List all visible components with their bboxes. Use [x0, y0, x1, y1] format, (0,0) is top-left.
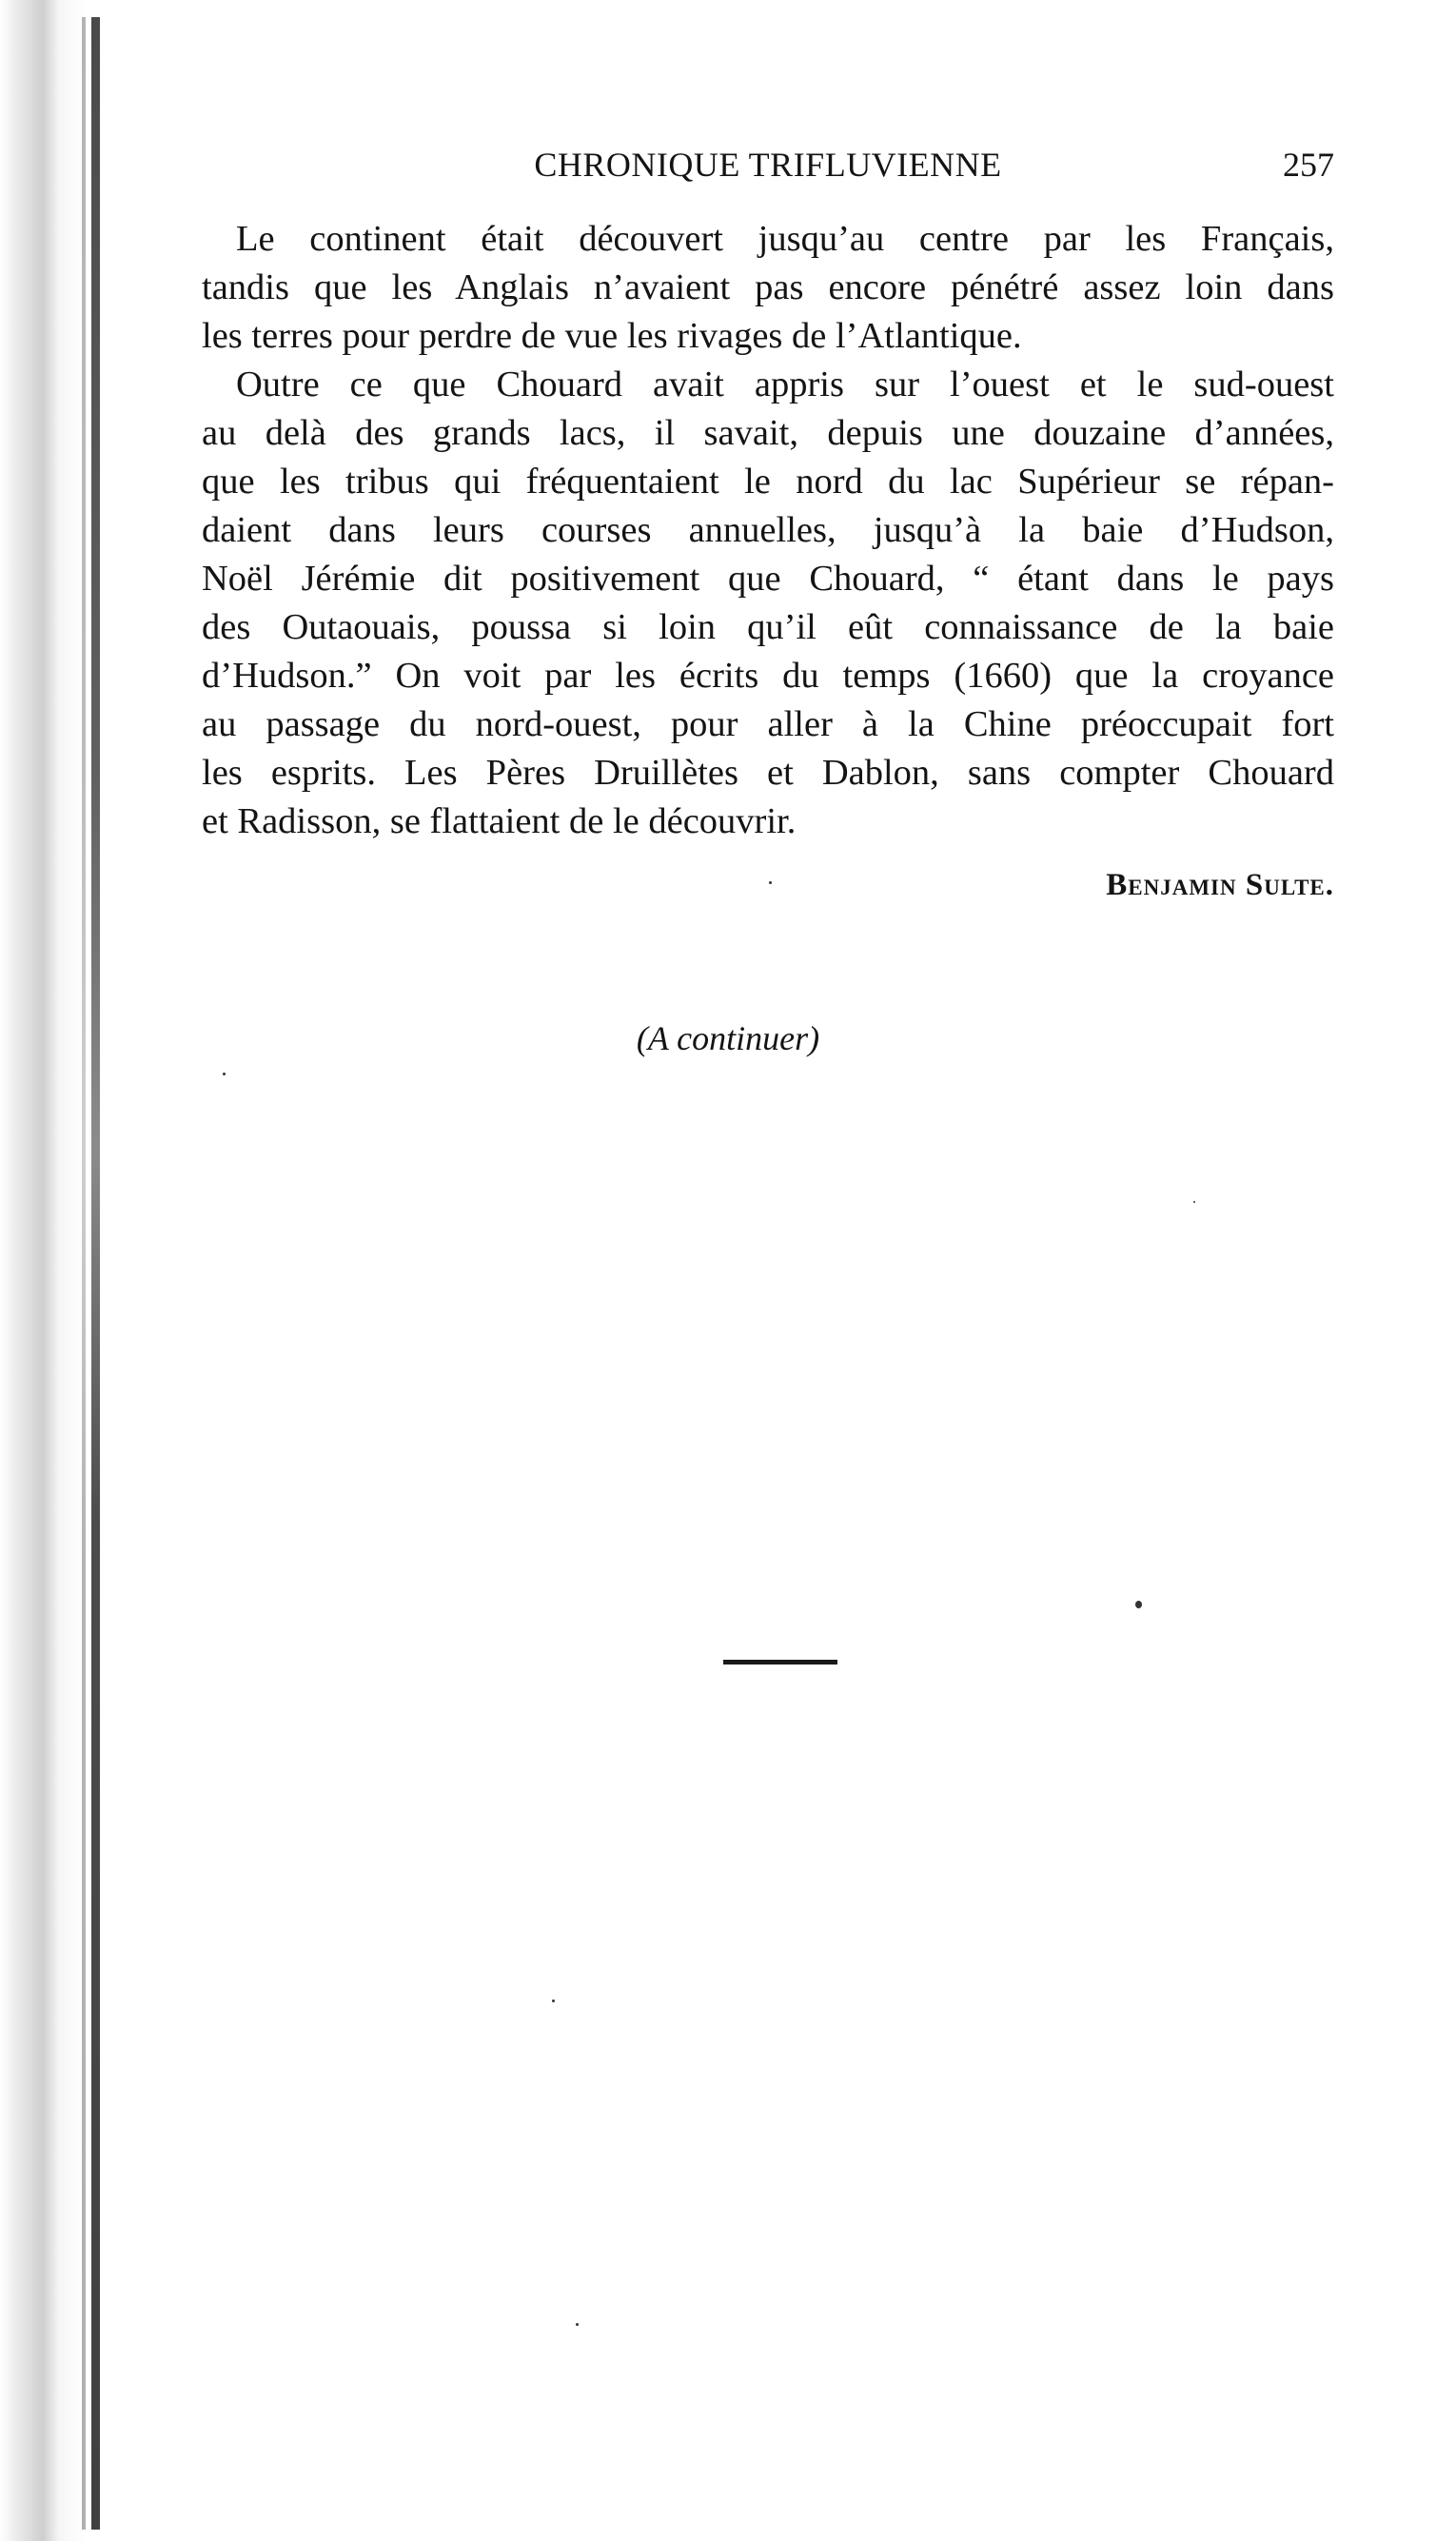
- body-text: [202, 215, 1334, 846]
- page-header: [202, 145, 1334, 198]
- running-title: CHRONIQUE TRIFLUVIENNE: [534, 146, 1002, 184]
- scan-binding-shadow: [0, 0, 143, 2541]
- page-number: 257: [1283, 146, 1334, 184]
- author-signature: Benjamin Sulte.: [1106, 868, 1334, 902]
- text-line: au delà des grands lacs, il savait, depuis une douzaine d’années,: [202, 413, 1334, 453]
- scan-speck: [1193, 1201, 1195, 1203]
- text-line: Le continent était découvert jusqu’au centre par les Français,: [236, 219, 1334, 259]
- text-line: au passage du nord-ouest, pour aller à la Chine préoccupait fort: [202, 704, 1334, 744]
- text-line: que les tribus qui fréquentaient le nord du lac Supérieur se répan-: [202, 462, 1334, 502]
- text-line: daient dans leurs courses annuelles, jusqu’à la baie d’Hudson,: [202, 510, 1334, 550]
- scan-speck: [223, 1073, 226, 1075]
- end-rule: [723, 1660, 837, 1664]
- scan-speck: [1135, 1601, 1142, 1608]
- text-line: d’Hudson.” On voit par les écrits du temps (1660) que la croyance: [202, 656, 1334, 696]
- text-line: les esprits. Les Pères Druillètes et Dablon, sans compter Chouard: [202, 753, 1334, 793]
- scan-binding-edge: [91, 17, 100, 2530]
- text-line: Outre ce que Chouard avait appris sur l’ouest et le sud-ouest: [236, 364, 1334, 404]
- text-line: et Radisson, se flattaient de le découvrir.: [202, 801, 797, 841]
- scan-speck: [769, 881, 772, 884]
- text-line: les terres pour perdre de vue les rivages de l’Atlantique.: [202, 316, 1022, 356]
- scan-binding-edge-shadow: [82, 17, 86, 2530]
- scan-speck: [576, 2323, 579, 2326]
- text-line: tandis que les Anglais n’avaient pas encore pénétré assez loin dans: [202, 267, 1334, 307]
- text-line: Noël Jérémie dit positivement que Chouard, “ étant dans le pays: [202, 559, 1334, 599]
- scan-speck: [552, 1999, 555, 2002]
- text-line: des Outaouais, poussa si loin qu’il eût connaissance de la baie: [202, 607, 1334, 647]
- continuation-note: (A continuer): [636, 1019, 820, 1057]
